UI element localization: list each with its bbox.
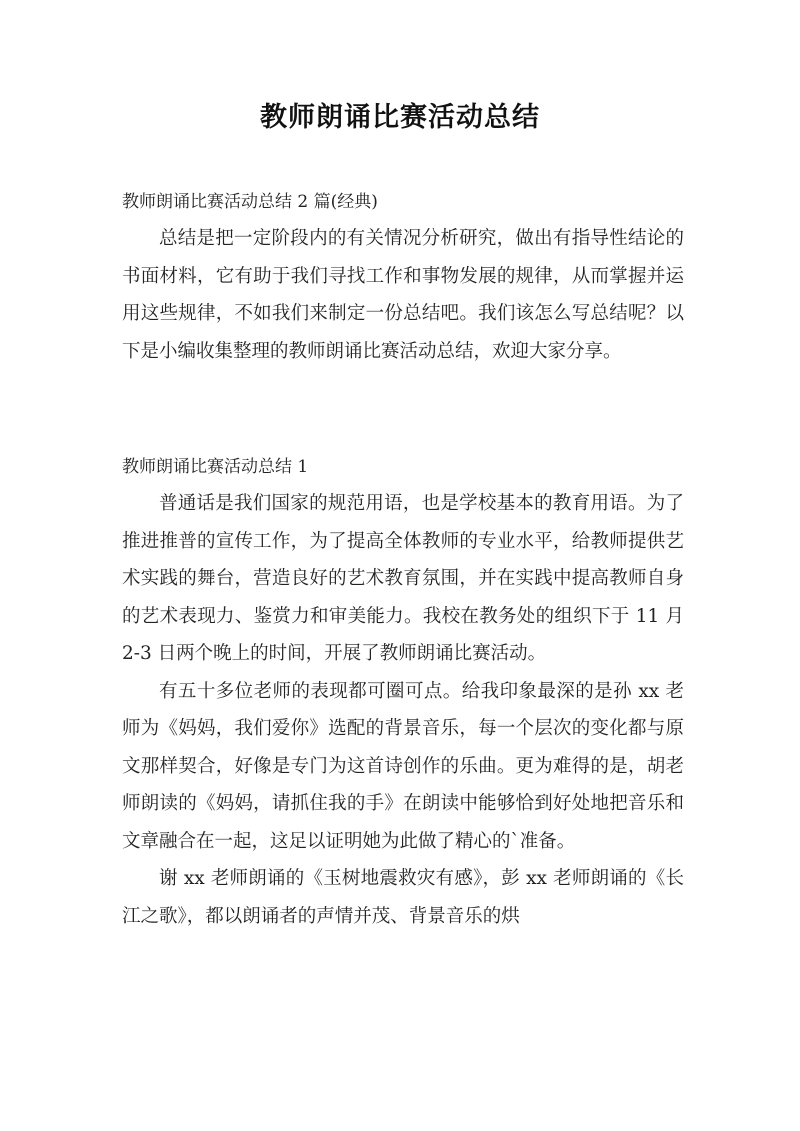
section-1-heading: 教师朗诵比赛活动总结 1 bbox=[122, 457, 309, 477]
intro-section bbox=[122, 190, 684, 370]
section-1 bbox=[122, 455, 684, 935]
intro-paragraph: 总结是把一定阶段内的有关情况分析研究，做出有指导性结论的书面材料，它有助于我们寻找工作和事物发展的规律，从而掌握并运用这些规律，不如我们来制定一份总结吧。我们该怎么写总结呢？以下是小编收集整理的教师朗诵比赛活动总结，欢迎大家分享。 bbox=[122, 228, 684, 362]
intro-heading: 教师朗诵比赛活动总结 2 篇(经典) bbox=[122, 192, 378, 212]
section-1-paragraph: 谢 xx 老师朗诵的《玉树地震救灾有感》，彭 xx 老师朗诵的《长江之歌》，都以朗诵者的声情并茂、背景音乐的烘 bbox=[122, 868, 684, 927]
document-title: 教师朗诵比赛活动总结 bbox=[260, 102, 540, 133]
section-1-paragraph: 普通话是我们国家的规范用语，也是学校基本的教育用语。为了推进推普的宣传工作，为了提高全体教师的专业水平，给教师提供艺术实践的舞台，营造良好的艺术教育氛围，并在实践中提高教师自身的艺术表现力、鉴赏力和审美能力。我校在教务处的组织下于 11 月 2-3 日两个晚上的时间，开展了教师朗诵比赛活动。 bbox=[122, 493, 684, 664]
section-1-paragraph: 有五十多位老师的表现都可圈可点。给我印象最深的是孙 xx 老师为《妈妈，我们爱你》选配的背景音乐，每一个层次的变化都与原文那样契合，好像是专门为这首诗创作的乐曲。更为难得的是，胡老师朗读的《妈妈，请抓住我的手》在朗读中能够恰到好处地把音乐和文章融合在一起，这足以证明她为此做了精心的`准备。 bbox=[122, 680, 684, 852]
